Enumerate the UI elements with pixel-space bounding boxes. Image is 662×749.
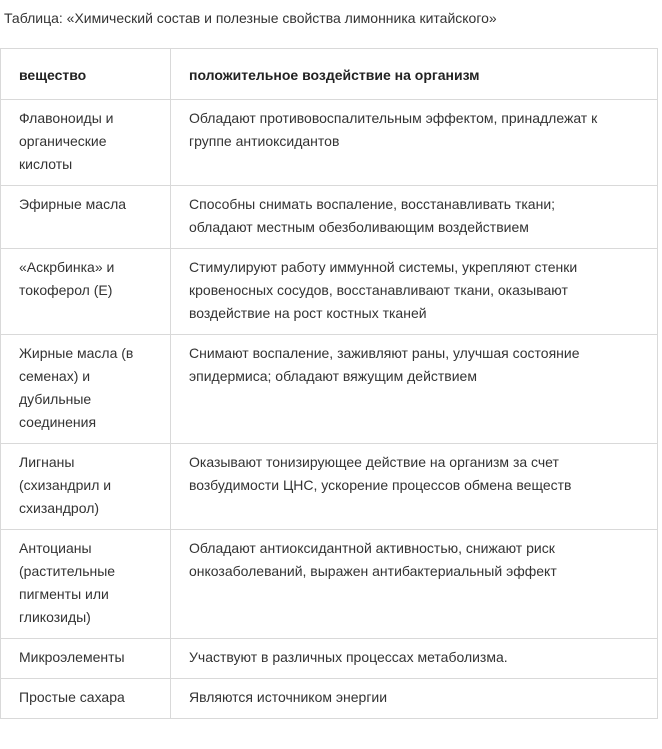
substance-line: Антоцианы (19, 540, 92, 556)
substance-line: Флавоноиды и (19, 110, 114, 126)
effect-line: Являются источником энергии (189, 689, 388, 705)
table-row (1, 639, 658, 679)
table-row (1, 530, 658, 639)
effect-line: воздействие на рост костных тканей (189, 305, 427, 321)
table-header-row (1, 49, 658, 100)
substance-line: органические (19, 133, 107, 149)
effect-line: онкозаболеваний, выражен антибактериальный эффект (189, 563, 557, 579)
effect-line: обладают местным обезболивающим воздействием (189, 219, 529, 235)
cell-effect (171, 444, 658, 530)
substance-line: Микроэлементы (19, 649, 125, 665)
cell-substance (1, 639, 171, 679)
substance-line: кислоты (19, 156, 73, 172)
substance-line: Эфирные масла (19, 196, 127, 212)
table-body (1, 100, 658, 719)
chemical-composition-table (0, 48, 658, 719)
table-row (1, 100, 658, 186)
substance-line: (растительные (19, 563, 116, 579)
header-substance: вещество (1, 49, 171, 100)
effect-line: Стимулируют работу иммунной системы, укрепляют стенки (189, 259, 578, 275)
substance-line: Жирные масла (в (19, 345, 134, 361)
cell-effect (171, 530, 658, 639)
substance-line: дубильные (19, 391, 92, 407)
effect-line: Обладают антиоксидантной активностью, снижают риск (189, 540, 555, 556)
cell-substance (1, 444, 171, 530)
cell-substance (1, 335, 171, 444)
effect-line: Оказывают тонизирующее действие на организм за счет (189, 454, 559, 470)
substance-line: (схизандрил и (19, 477, 112, 493)
cell-effect (171, 249, 658, 335)
substance-line: соединения (19, 414, 97, 430)
cell-substance (1, 186, 171, 249)
substance-line: схизандрол) (19, 500, 100, 516)
table-row (1, 186, 658, 249)
effect-line: группе антиоксидантов (189, 133, 340, 149)
cell-substance (1, 249, 171, 335)
table-row (1, 249, 658, 335)
effect-line: Способны снимать воспаление, восстанавливать ткани; (189, 196, 556, 212)
effect-line: возбудимости ЦНС, ускорение процессов обмена веществ (189, 477, 572, 493)
substance-line: токоферол (Е) (19, 282, 113, 298)
table-row (1, 335, 658, 444)
substance-line: гликозиды) (19, 609, 91, 625)
effect-line: Снимают воспаление, заживляют раны, улучшая состояние (189, 345, 580, 361)
substance-line: пигменты или (19, 586, 109, 602)
effect-line: Обладают противовоспалительным эффектом, принадлежат к (189, 110, 598, 126)
effect-line: эпидермиса; обладают вяжущим действием (189, 368, 477, 384)
effect-line: кровеносных сосудов, восстанавливают ткани, оказывают (189, 282, 568, 298)
header-effect: положительное воздействие на организм (171, 49, 658, 100)
substance-line: Лигнаны (19, 454, 75, 470)
table-row (1, 679, 658, 719)
substance-line: семенах) и (19, 368, 91, 384)
table-caption: Таблица: «Химический состав и полезные свойства лимонника китайского» (4, 10, 497, 26)
cell-effect (171, 639, 658, 679)
cell-effect (171, 335, 658, 444)
cell-substance (1, 530, 171, 639)
cell-effect (171, 100, 658, 186)
cell-substance (1, 679, 171, 719)
substance-line: «Аскрбинка» и (19, 259, 115, 275)
substance-line: Простые сахара (19, 689, 125, 705)
cell-effect (171, 679, 658, 719)
table-row (1, 444, 658, 530)
effect-line: Участвуют в различных процессах метаболизма. (189, 649, 508, 665)
cell-effect (171, 186, 658, 249)
cell-substance (1, 100, 171, 186)
